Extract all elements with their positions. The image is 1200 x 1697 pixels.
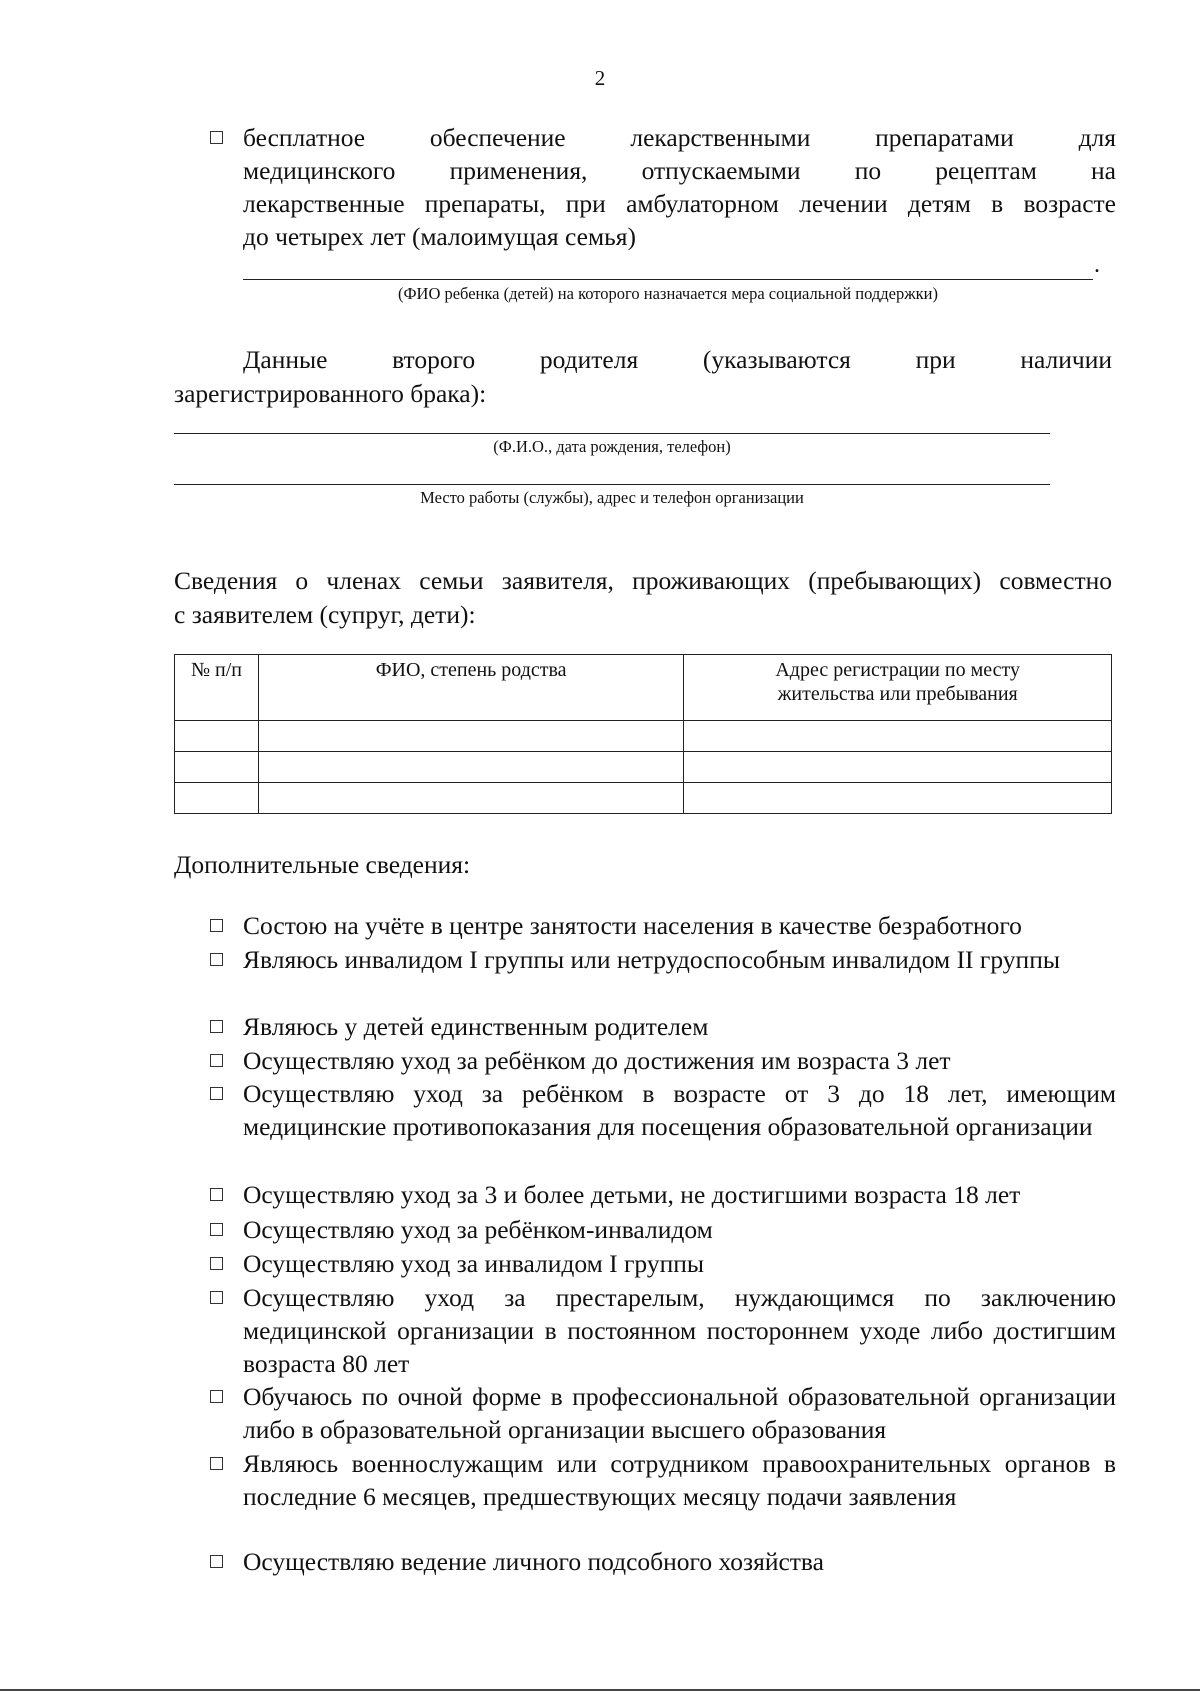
text-line: Сведения о членах семьи заявителя, проживающих (пребывающих) совместно: [174, 566, 1112, 595]
table-row: [175, 721, 1112, 752]
header-fio: ФИО, степень родства: [258, 655, 683, 721]
text-line: до четырех лет (малоимущая семья): [243, 222, 636, 251]
item-label: Осуществляю уход за инвалидом I группы: [243, 1249, 705, 1278]
child-name-field-line[interactable]: [243, 279, 1093, 280]
checkbox-icon[interactable]: [210, 1555, 223, 1568]
family-members-table: [174, 654, 1112, 814]
table-cell[interactable]: [258, 783, 683, 814]
item-label: Обучаюсь по очной форме в профессиональной образовательной организации либо в образовательной организации высшего образования: [243, 1382, 1116, 1444]
checkbox-icon[interactable]: [210, 1188, 223, 1201]
additional-info-title: Дополнительные сведения:: [174, 850, 471, 879]
checkbox-item-care-elderly[interactable]: [208, 1281, 1116, 1380]
table-row: [175, 752, 1112, 783]
checkbox-item-single-parent[interactable]: [208, 1010, 1116, 1043]
table-cell[interactable]: [175, 783, 259, 814]
family-paragraph: [174, 564, 1112, 632]
text-line: лекарственные препараты, при амбулаторном лечении детям в возрасте: [243, 189, 1116, 218]
checkbox-icon[interactable]: [210, 1457, 223, 1470]
item-label: Состою на учёте в центре занятости населения в качестве безработного: [243, 911, 1022, 940]
table-cell[interactable]: [258, 752, 683, 783]
text-line: зарегистрированного брака):: [174, 379, 487, 408]
checkbox-item-care-child-3-18[interactable]: [208, 1077, 1116, 1143]
checkbox-item-care-disabled-child[interactable]: [208, 1213, 1116, 1246]
second-parent-field-line[interactable]: [174, 433, 1050, 434]
checkbox-item-full-time-study[interactable]: [208, 1380, 1116, 1446]
item-label: Являюсь военнослужащим или сотрудником правоохранительных органов в последние 6 месяцев, предшествующих месяцу подачи заявления: [243, 1449, 1116, 1511]
checkbox-item-care-3-children[interactable]: [208, 1178, 1116, 1211]
checkbox-icon[interactable]: [210, 131, 223, 144]
table-cell[interactable]: [684, 721, 1112, 752]
header-address: Адрес регистрации по месту жительства или пребывания: [684, 655, 1112, 721]
checkbox-item-military-service[interactable]: [208, 1447, 1116, 1513]
checkbox-icon[interactable]: [210, 1390, 223, 1403]
page-number: 2: [594, 66, 606, 90]
checkbox-icon[interactable]: [210, 1020, 223, 1033]
second-parent-caption: (Ф.И.О., дата рождения, телефон): [493, 437, 731, 456]
table-cell[interactable]: [258, 721, 683, 752]
page-bottom-edge: [0, 1689, 1200, 1691]
table-row: [175, 783, 1112, 814]
item-label: Осуществляю ведение личного подсобного хозяйства: [243, 1547, 824, 1576]
checkbox-item-care-disabled-group-1[interactable]: [208, 1247, 1116, 1280]
text-line: Данные второго родителя (указываются при наличии: [243, 345, 1112, 374]
workplace-caption: Место работы (службы), адрес и телефон организации: [420, 488, 804, 507]
checkbox-icon[interactable]: [210, 953, 223, 966]
item-label: Осуществляю уход за ребёнком-инвалидом: [243, 1215, 713, 1244]
checkbox-icon[interactable]: [210, 1054, 223, 1067]
item-label: Осуществляю уход за престарелым, нуждающимся по заключению медицинской организации в постоянном постороннем уходе либо достигшим возраста 80 лет: [243, 1283, 1116, 1378]
checkbox-icon[interactable]: [210, 1291, 223, 1304]
item-label: Являюсь инвалидом I группы или нетрудоспособным инвалидом II группы: [243, 945, 1060, 974]
trailing-dot: .: [1094, 252, 1100, 278]
checkbox-item-disability[interactable]: [208, 943, 1116, 976]
checkbox-icon[interactable]: [210, 1087, 223, 1100]
table-cell[interactable]: [175, 752, 259, 783]
header-number: № п/п: [175, 655, 259, 721]
checkbox-icon[interactable]: [210, 1223, 223, 1236]
workplace-field-line[interactable]: [174, 484, 1050, 485]
table-cell[interactable]: [684, 783, 1112, 814]
table-header-row: [175, 655, 1112, 721]
checkbox-item-free-medicines[interactable]: [208, 121, 1116, 253]
text-line: бесплатное обеспечение лекарственными препаратами для: [243, 123, 1116, 152]
checkbox-item-care-child-under-3[interactable]: [208, 1044, 1116, 1077]
item-label: Осуществляю уход за ребёнком в возрасте от 3 до 18 лет, имеющим медицинские противопоказания для посещения образовательной организации: [243, 1079, 1116, 1141]
text-line: медицинского применения, отпускаемыми по рецептам на: [243, 156, 1116, 185]
checkbox-item-unemployed[interactable]: [208, 909, 1116, 942]
checkbox-icon[interactable]: [210, 1257, 223, 1270]
table-cell[interactable]: [684, 752, 1112, 783]
checkbox-icon[interactable]: [210, 919, 223, 932]
item-label: Осуществляю уход за 3 и более детьми, не достигшими возраста 18 лет: [243, 1180, 1021, 1209]
item-label: Осуществляю уход за ребёнком до достижения им возраста 3 лет: [243, 1046, 951, 1075]
table-cell[interactable]: [175, 721, 259, 752]
text-line: с заявителем (супруг, дети):: [174, 600, 476, 629]
child-name-caption: (ФИО ребенка (детей) на которого назначается мера социальной поддержки): [398, 284, 938, 303]
second-parent-paragraph: [174, 343, 1112, 411]
item-label: Являюсь у детей единственным родителем: [243, 1012, 709, 1041]
checkbox-item-household-farming[interactable]: [208, 1545, 1116, 1578]
